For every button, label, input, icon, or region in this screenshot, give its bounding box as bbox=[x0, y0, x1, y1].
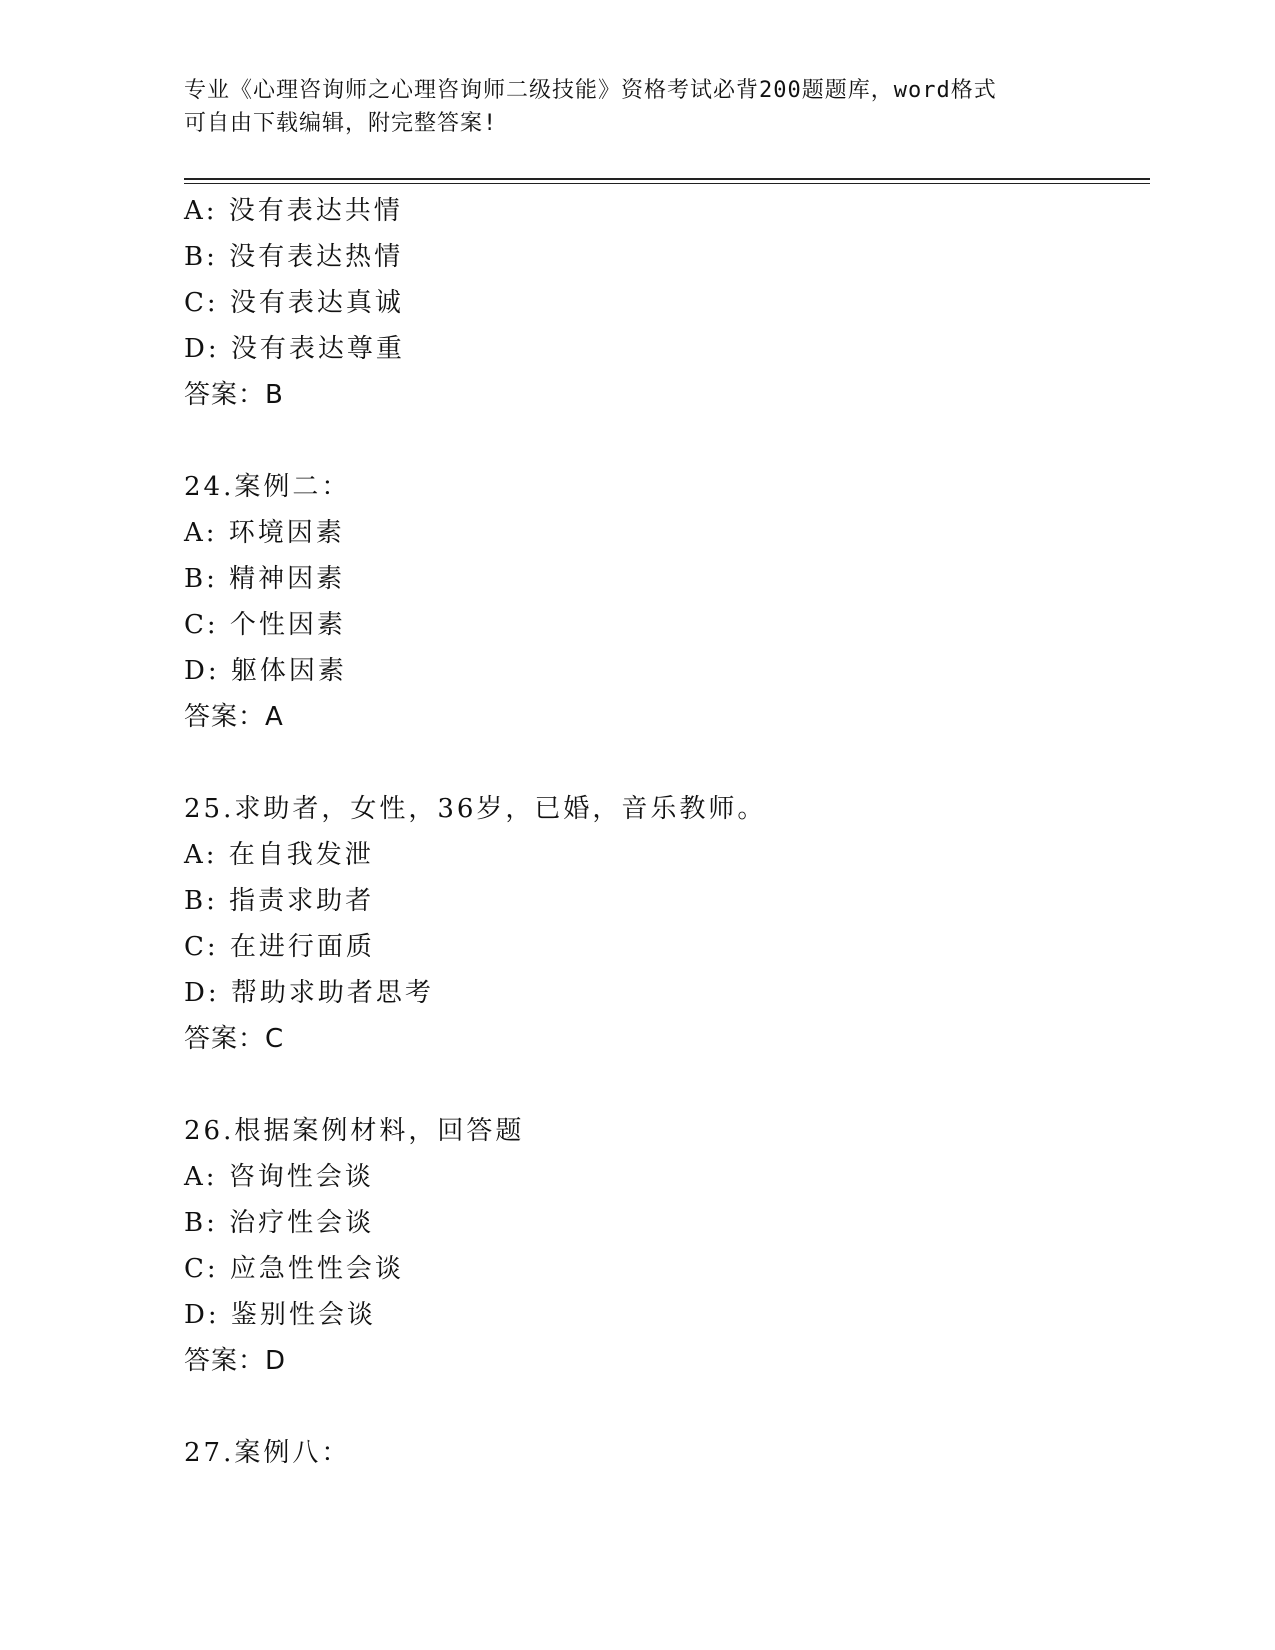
question-25 bbox=[184, 786, 1144, 1062]
answer-line: 答案：D bbox=[184, 1346, 287, 1376]
option-c: C: 没有表达真诚 bbox=[184, 288, 404, 318]
option-c: C: 应急性性会谈 bbox=[184, 1254, 404, 1284]
header-line-2: 可自由下载编辑，附完整答案! bbox=[184, 111, 498, 136]
option-d: D: 帮助求助者思考 bbox=[184, 978, 434, 1008]
question-24 bbox=[184, 464, 1144, 740]
question-title: 27.案例八： bbox=[184, 1438, 351, 1468]
header-line-1: 专业《心理咨询师之心理咨询师二级技能》资格考试必背200题题库，word格式 bbox=[184, 78, 997, 103]
option-c: C: 个性因素 bbox=[184, 610, 346, 640]
header-divider-thin bbox=[184, 183, 1150, 184]
option-a: A: 咨询性会谈 bbox=[184, 1162, 374, 1192]
question-title: 26.根据案例材料，回答题 bbox=[184, 1116, 525, 1146]
answer-line: 答案：C bbox=[184, 1024, 285, 1054]
option-d: D: 没有表达尊重 bbox=[184, 334, 405, 364]
question-title: 24.案例二： bbox=[184, 472, 351, 502]
option-b: B: 精神因素 bbox=[184, 564, 346, 594]
question-title: 25.求助者，女性，36岁，已婚，音乐教师。 bbox=[184, 794, 767, 824]
option-c: C: 在进行面质 bbox=[184, 932, 375, 962]
spacer bbox=[184, 1062, 1144, 1108]
question-list bbox=[184, 188, 1144, 1476]
option-b: B: 治疗性会谈 bbox=[184, 1208, 375, 1238]
option-d: D: 鉴别性会谈 bbox=[184, 1300, 376, 1330]
answer-line: 答案：B bbox=[184, 380, 284, 410]
option-a: A: 在自我发泄 bbox=[184, 840, 374, 870]
option-a: A: 没有表达共情 bbox=[184, 196, 403, 226]
option-a: A: 环境因素 bbox=[184, 518, 345, 548]
option-b: B: 指责求助者 bbox=[184, 886, 375, 916]
option-b: B: 没有表达热情 bbox=[184, 242, 404, 272]
question-27 bbox=[184, 1430, 1144, 1476]
spacer bbox=[184, 1384, 1144, 1430]
document-header bbox=[184, 74, 1064, 140]
option-d: D: 躯体因素 bbox=[184, 656, 347, 686]
spacer bbox=[184, 740, 1144, 786]
question-23 bbox=[184, 188, 1144, 418]
answer-line: 答案：A bbox=[184, 702, 284, 732]
header-divider-thick bbox=[184, 178, 1150, 180]
spacer bbox=[184, 418, 1144, 464]
question-26 bbox=[184, 1108, 1144, 1384]
